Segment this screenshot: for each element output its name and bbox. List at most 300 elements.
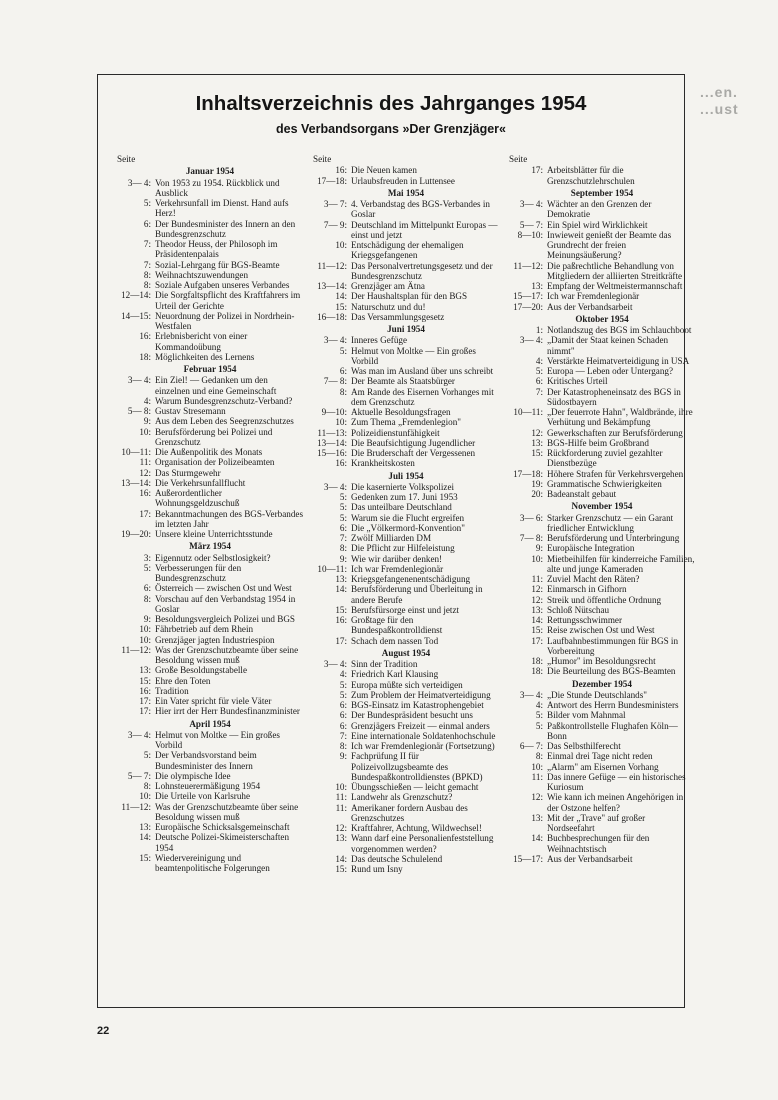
- entry-title: Europäische Schicksalsgemeinschaft: [155, 822, 290, 832]
- entry-title: Rund um Isny: [351, 864, 403, 874]
- month-heading: Juli 1954: [388, 470, 424, 481]
- entry-title: Der Bundesminister des Innern an den Bundesgrenzschutz: [155, 218, 296, 239]
- toc-entry: [313, 700, 499, 710]
- toc-entry: [509, 325, 695, 335]
- entry-pages: 16:: [139, 685, 151, 696]
- entry-pages: 14:: [531, 615, 543, 625]
- toc-entry: [313, 407, 499, 417]
- entry-title: Eigennutz oder Selbstlosigkeit?: [155, 552, 271, 563]
- entry-title: Unsere kleine Unterrichtsstunde: [155, 529, 273, 539]
- toc-entry: [117, 686, 303, 696]
- toc-entry: [117, 645, 303, 666]
- entry-pages: 10:: [531, 553, 543, 564]
- toc-entry: [313, 659, 499, 669]
- entry-pages: 11:: [335, 802, 347, 813]
- toc-entry: [509, 574, 695, 584]
- entry-pages: 3— 4:: [127, 375, 151, 386]
- entry-pages: 12:: [335, 823, 347, 833]
- entry-title: Gustav Stresemann: [155, 406, 226, 416]
- toc-entry: [509, 376, 695, 386]
- entry-title: Das Sturmgewehr: [155, 467, 221, 478]
- entry-title: Aus dem Leben des Seegrenzschutzes: [155, 416, 294, 427]
- entry-title: Zwölf Milliarden DM: [351, 533, 432, 543]
- entry-pages: 7:: [535, 386, 543, 397]
- entry-title: Gewerkschaften zur Berufsförderung: [547, 427, 683, 438]
- toc-entry: [117, 553, 303, 563]
- toc-entry: [313, 448, 499, 458]
- month-heading: Januar 1954: [185, 166, 235, 177]
- entry-pages: 4:: [143, 395, 151, 406]
- entry-title: Deutsche Polizei-Skimeisterschaften 1954: [155, 832, 290, 853]
- page-title: Inhaltsverzeichnis des Jahrganges 1954: [195, 92, 587, 115]
- entry-title: Großtage für den Bundespaßkontrolldienst: [351, 615, 443, 636]
- entry-pages: 16:: [335, 615, 347, 625]
- toc-entry: [117, 563, 303, 584]
- entry-pages: 15:: [531, 448, 543, 458]
- entry-pages: 5— 7:: [519, 219, 543, 230]
- entry-pages: 7:: [339, 533, 347, 543]
- entry-pages: 5— 8:: [127, 406, 151, 416]
- entry-pages: 9:: [535, 543, 543, 554]
- toc-entry: [117, 529, 303, 539]
- toc-entry: [509, 291, 695, 301]
- entry-title: Helmut von Moltke — Ein großes Vorbild: [155, 729, 280, 750]
- entry-title: Aus der Verbandsarbeit: [547, 853, 633, 864]
- toc-entry: [509, 636, 695, 657]
- toc-entry: [313, 428, 499, 438]
- entry-title: Wann darf eine Personalienfeststellung vorgenommen werden?: [351, 833, 494, 854]
- entry-pages: 12:: [139, 467, 151, 478]
- entry-title: Die Bruderschaft der Vergessenen: [351, 448, 476, 458]
- entry-title: 4. Verbandstag des BGS-Verbandes in Goslar: [351, 199, 490, 220]
- entry-title: Übungsschießen — leicht gemacht: [351, 782, 479, 792]
- toc-entry: [509, 625, 695, 635]
- entry-title: Der Haushaltsplan für den BGS: [351, 291, 468, 302]
- entry-pages: 5:: [535, 720, 543, 731]
- toc-entry: [313, 669, 499, 679]
- entry-title: Zum Problem der Heimatverteidigung: [351, 689, 491, 700]
- entry-pages: 13—14:: [317, 437, 347, 448]
- entry-title: Das Versammlungsgesetz: [351, 311, 445, 322]
- entry-title: Lohnsteuerermäßigung 1954: [155, 781, 261, 791]
- entry-title: Das deutsche Schulelend: [351, 853, 443, 864]
- page-number: 22: [97, 1025, 110, 1037]
- toc-entry: [117, 447, 303, 457]
- entry-pages: 19—20:: [121, 529, 151, 539]
- entry-title: „Die Stunde Deutschlands": [547, 689, 648, 700]
- entry-title: Einmal drei Tage nicht reden: [547, 751, 653, 762]
- entry-pages: 17:: [531, 165, 543, 176]
- entry-pages: 6:: [339, 720, 347, 731]
- seite-label: Seite: [117, 154, 136, 164]
- entry-pages: 6:: [339, 700, 347, 710]
- entry-pages: 8:: [339, 741, 347, 751]
- entry-title: Sinn der Tradition: [351, 659, 418, 669]
- toc-entry: [313, 731, 499, 741]
- entry-pages: 10—11:: [121, 447, 151, 457]
- entry-pages: 5:: [339, 689, 347, 700]
- entry-title: „Alarm" am Eisernen Vorhang: [547, 761, 659, 772]
- month-heading: Mai 1954: [387, 187, 425, 198]
- entry-pages: 18:: [139, 351, 151, 362]
- entry-pages: 9:: [143, 416, 151, 427]
- entry-pages: 3— 7:: [323, 199, 347, 209]
- entry-pages: 17—18:: [513, 468, 543, 479]
- entry-pages: 15:: [139, 852, 151, 863]
- entry-pages: 12:: [531, 792, 543, 803]
- entry-title: Warum sie die Flucht ergreifen: [351, 512, 465, 523]
- seite-label: Seite: [509, 154, 528, 164]
- toc-entry: [117, 198, 303, 219]
- entry-title: Eine internationale Soldatenhochschule: [351, 730, 496, 741]
- entry-pages: 7— 8:: [323, 376, 347, 387]
- entry-pages: 11:: [139, 457, 151, 468]
- entry-title: Der Katastropheneinsatz des BGS in Südostbayern: [547, 386, 681, 407]
- entry-title: Die Beurteilung des BGS-Beamten: [547, 666, 676, 677]
- entry-pages: 4:: [339, 669, 347, 680]
- toc-entry: [313, 803, 499, 824]
- toc-entry: [313, 584, 499, 605]
- toc-entry: [313, 636, 499, 646]
- entry-pages: 7:: [143, 239, 151, 249]
- entry-pages: 16:: [335, 458, 347, 469]
- entry-title: Fährbetrieb auf dem Rhein: [155, 624, 254, 635]
- toc-entry: [313, 366, 499, 376]
- entry-pages: 3— 4:: [519, 335, 543, 346]
- entry-title: Berufsförderung und Unterbringung: [547, 533, 680, 543]
- entry-pages: 15:: [335, 301, 347, 312]
- toc-entry: [117, 290, 303, 311]
- entry-pages: 15:: [531, 625, 543, 636]
- toc-entry: [117, 478, 303, 488]
- entry-pages: 8:: [143, 781, 151, 791]
- entry-pages: 20:: [531, 489, 543, 499]
- entry-pages: 6— 7:: [519, 741, 543, 751]
- toc-entry: [117, 730, 303, 751]
- toc-entry: [313, 176, 499, 186]
- entry-title: Schach dem nassen Tod: [351, 635, 439, 646]
- entry-pages: 13:: [139, 822, 151, 832]
- entry-title: Kritisches Urteil: [547, 376, 608, 387]
- entry-title: Antwort des Herrn Bundesministers: [547, 700, 679, 710]
- month-heading: April 1954: [189, 718, 231, 729]
- toc-entry: [313, 574, 499, 584]
- entry-title: Krankheitskosten: [351, 458, 415, 469]
- toc-entry: [509, 448, 695, 469]
- entry-title: Weihnachtszuwendungen: [155, 269, 249, 280]
- entry-pages: 11—12:: [121, 801, 151, 812]
- toc-entry: [509, 513, 695, 534]
- entry-pages: 7— 8:: [519, 533, 543, 543]
- entry-pages: 3— 4:: [127, 177, 151, 188]
- entry-pages: 10:: [139, 791, 151, 802]
- entry-title: Die olympische Idee: [155, 770, 231, 781]
- entry-title: Was der Grenzschutzbeamte über seine Besoldung wissen muß: [155, 644, 299, 665]
- entry-pages: 3— 4:: [323, 335, 347, 346]
- toc-entry: [313, 302, 499, 312]
- entry-pages: 9—10:: [321, 407, 347, 417]
- entry-title: Grammatische Schwierigkeiten: [547, 478, 662, 489]
- entry-title: Zum Thema „Fremdenlegion": [351, 417, 461, 428]
- toc-entry: [509, 700, 695, 710]
- entry-title: Streik und öffentliche Ordnung: [547, 594, 662, 605]
- entry-pages: 14—15:: [121, 310, 151, 321]
- toc-column-1: [117, 154, 303, 873]
- entry-title: Soziale Aufgaben unseres Verbandes: [155, 280, 290, 290]
- entry-pages: 9:: [339, 553, 347, 564]
- entry-title: Rückforderung zuviel gezahlter Dienstbezüge: [547, 448, 663, 469]
- entry-pages: 13:: [335, 833, 347, 844]
- entry-pages: 12—14:: [121, 290, 151, 301]
- entry-title: Hier irrt der Herr Bundesfinanzminister: [155, 706, 300, 717]
- entry-title: BGS-Hilfe beim Großbrand: [547, 437, 649, 448]
- toc-entry: [117, 594, 303, 615]
- entry-title: Die Pflicht zur Hilfeleistung: [351, 543, 455, 554]
- entry-pages: 13:: [139, 665, 151, 676]
- entry-title: Kraftfahrer, Achtung, Wildwechsel!: [351, 823, 482, 833]
- entry-pages: 18:: [531, 656, 543, 666]
- entry-title: Bekanntmachungen des BGS-Verbandes im letzten Jahr: [155, 508, 303, 529]
- entry-pages: 5:: [339, 492, 347, 502]
- entry-pages: 3— 4:: [127, 729, 151, 740]
- entry-pages: 3— 4:: [323, 659, 347, 669]
- entry-pages: 10:: [335, 782, 347, 792]
- entry-pages: 6:: [535, 376, 543, 387]
- entry-title: Ein Ziel! — Gedanken um den einzelnen und eine Gemeinschaft: [155, 375, 277, 396]
- toc-entry: [117, 457, 303, 467]
- bleed-through-text: ...en. ...ust: [700, 84, 739, 117]
- toc-entry: [313, 680, 499, 690]
- toc-entry: [117, 270, 303, 280]
- entry-title: Verkehrsunfall im Dienst. Hand aufs Herz!: [155, 198, 289, 219]
- entry-title: Die kasernierte Volkspolizei: [351, 481, 455, 492]
- entry-pages: 6:: [339, 710, 347, 721]
- entry-title: Zuviel Macht den Räten?: [547, 574, 640, 584]
- month-heading: Juni 1954: [387, 324, 425, 334]
- entry-pages: 11:: [531, 574, 543, 584]
- entry-title: Sozial-Lehrgang für BGS-Beamte: [155, 259, 280, 270]
- toc-entry: [117, 311, 303, 332]
- entry-title: Am Rande des Eisernen Vorhanges mit dem Grenzschutz: [351, 386, 494, 407]
- toc-entry: [509, 710, 695, 720]
- toc-entry: [509, 615, 695, 625]
- toc-entry: [509, 356, 695, 366]
- entry-pages: 8:: [143, 280, 151, 290]
- toc-entry: [509, 261, 695, 282]
- toc-entry: [313, 220, 499, 241]
- entry-pages: 16:: [139, 331, 151, 342]
- entry-title: Höhere Strafen für Verkehrsvergehen: [547, 468, 684, 479]
- entry-title: Die paßrechtliche Behandlung von Mitgliedern der alliierten Streitkräfte: [547, 260, 683, 281]
- entry-pages: 19:: [531, 478, 543, 489]
- toc-entry: [313, 261, 499, 282]
- entry-title: Urlaubsfreuden in Luttensee: [351, 175, 455, 186]
- entry-title: Paßkontrollstelle Flughafen Köln—Bonn: [547, 720, 678, 741]
- toc-entry: [117, 352, 303, 362]
- toc-entry: [313, 523, 499, 533]
- toc-entry: [117, 781, 303, 791]
- entry-title: Außerordentlicher Wohnungsgeldzuschuß: [155, 488, 240, 509]
- entry-title: Das unteilbare Deutschland: [351, 502, 452, 513]
- entry-title: Europa müßte sich verteidigen: [351, 679, 463, 690]
- entry-title: Das Selbsthilferecht: [547, 741, 621, 751]
- toc-entry: [313, 281, 499, 291]
- toc-entry: [509, 479, 695, 489]
- entry-title: Wie kann ich meinen Angehörigen in der Ostzone helfen?: [547, 792, 684, 813]
- toc-entry: [509, 813, 695, 834]
- toc-entry: [509, 543, 695, 553]
- entry-pages: 5:: [143, 750, 151, 761]
- entry-pages: 7— 9:: [323, 219, 347, 230]
- entry-title: Organisation der Polizeibeamten: [155, 457, 275, 468]
- entry-pages: 8:: [339, 386, 347, 397]
- toc-column-2: [313, 154, 499, 874]
- entry-pages: 11—12:: [121, 644, 151, 655]
- entry-title: Rettungsschwimmer: [547, 615, 623, 625]
- entry-pages: 5:: [339, 679, 347, 690]
- month-heading: August 1954: [381, 647, 431, 658]
- toc-entry: [313, 741, 499, 751]
- entry-pages: 5:: [535, 710, 543, 721]
- toc-entry: [509, 469, 695, 479]
- toc-entry: [117, 802, 303, 823]
- toc-entry: [117, 614, 303, 624]
- toc-entry: [509, 721, 695, 742]
- toc-entry: [313, 291, 499, 301]
- entry-pages: 3— 4:: [323, 481, 347, 492]
- entry-title: Amerikaner fordern Ausbau des Grenzschutzes: [351, 802, 468, 823]
- entry-title: BGS-Einsatz im Katastrophengebiet: [351, 700, 484, 710]
- toc-entry: [313, 782, 499, 792]
- toc-entry: [509, 366, 695, 376]
- entry-pages: 9:: [339, 751, 347, 762]
- entry-title: Vorschau auf den Verbandstag 1954 in Goslar: [155, 593, 296, 614]
- entry-pages: 17—18:: [317, 175, 347, 186]
- entry-pages: 6:: [143, 218, 151, 229]
- toc-entry: [313, 751, 499, 782]
- toc-entry: [117, 427, 303, 448]
- entry-pages: 12:: [531, 427, 543, 438]
- toc-entry: [509, 438, 695, 448]
- toc-entry: [313, 502, 499, 512]
- entry-pages: 8—10:: [517, 229, 543, 240]
- entry-pages: 8:: [143, 593, 151, 604]
- month-heading: Oktober 1954: [575, 313, 629, 324]
- entry-title: Bilder vom Mahnmal: [547, 710, 626, 721]
- entry-title: Der Bundespräsident besucht uns: [351, 710, 473, 721]
- entry-title: Ehre den Toten: [155, 675, 211, 686]
- entry-pages: 5:: [339, 502, 347, 513]
- entry-pages: 1:: [535, 325, 543, 335]
- toc-entry: [117, 468, 303, 478]
- entry-title: Naturschutz und du!: [351, 301, 426, 312]
- entry-pages: 13:: [335, 574, 347, 584]
- entry-title: Friedrich Karl Klausing: [351, 669, 439, 680]
- entry-pages: 5:: [339, 345, 347, 356]
- toc-entry: [509, 165, 695, 186]
- entry-title: Wächter an den Grenzen der Demokratie: [547, 199, 652, 220]
- entry-title: Schloß Nütschau: [547, 604, 610, 615]
- entry-title: „Damit der Staat keinen Schaden nimmt": [547, 335, 669, 356]
- toc-entry: [509, 199, 695, 220]
- entry-pages: 18:: [531, 666, 543, 677]
- toc-entry: [117, 624, 303, 634]
- entry-pages: 17—20:: [513, 301, 543, 312]
- toc-entry: [117, 280, 303, 290]
- toc-entry: [313, 864, 499, 874]
- toc-entry: [117, 676, 303, 686]
- entry-pages: 10—11:: [513, 407, 543, 417]
- entry-title: Reise zwischen Ost und West: [547, 625, 655, 636]
- entry-pages: 17:: [139, 508, 151, 519]
- entry-pages: 13:: [531, 604, 543, 615]
- toc-entry: [313, 240, 499, 261]
- entry-title: Ich war Fremdenlegionär: [547, 291, 640, 302]
- entry-pages: 4:: [535, 700, 543, 710]
- entry-title: Mit der „Trave" auf großer Nordseefahrt: [547, 812, 646, 833]
- toc-entry: [509, 230, 695, 261]
- entry-title: Ich war Fremdenlegionär: [351, 563, 444, 574]
- entry-title: Theodor Heuss, der Philosoph im Präsidentenpalais: [155, 239, 278, 260]
- toc-entry: [509, 854, 695, 864]
- entry-title: Aktuelle Besoldungsfragen: [351, 407, 451, 417]
- toc-entry: [509, 335, 695, 356]
- entry-title: Buchbesprechungen für den Weihnachtstisch: [547, 833, 650, 854]
- toc-entry: [117, 822, 303, 832]
- entry-pages: 11—12:: [513, 260, 543, 271]
- entry-pages: 16:: [335, 165, 347, 176]
- toc-entry: [117, 406, 303, 416]
- toc-entry: [509, 833, 695, 854]
- entry-pages: 15:: [335, 864, 347, 874]
- entry-title: Möglichkeiten des Lernens: [155, 351, 255, 362]
- entry-title: Kriegsgefangenenentschädigung: [351, 574, 471, 584]
- toc-entry: [313, 854, 499, 864]
- toc-entry: [509, 595, 695, 605]
- entry-pages: 5— 7:: [127, 770, 151, 781]
- entry-pages: 15—16:: [317, 448, 347, 458]
- entry-title: Das Personalvertretungsgesetz und der Bundesgrenzschutz: [351, 260, 493, 281]
- entry-pages: 11—13:: [317, 427, 347, 438]
- toc-entry: [313, 513, 499, 523]
- toc-entry: [509, 220, 695, 230]
- entry-title: Mietbeihilfen für kinderreiche Familien, alte und junge Kameraden: [547, 553, 695, 574]
- toc-entry: [509, 281, 695, 291]
- entry-title: Berufsfürsorge einst und jetzt: [351, 604, 460, 615]
- entry-title: Grenzjägers Freizeit — einmal anders: [351, 720, 490, 731]
- entry-title: Badeanstalt gebaut: [547, 489, 617, 499]
- entry-pages: 10:: [335, 240, 347, 250]
- entry-pages: 7:: [339, 730, 347, 741]
- entry-pages: 13:: [531, 281, 543, 291]
- toc-entry: [117, 260, 303, 270]
- entry-pages: 8:: [143, 269, 151, 280]
- entry-title: Deutschland im Mittelpunkt Europas — einst und jetzt: [351, 219, 498, 240]
- entry-pages: 3— 6:: [519, 512, 543, 523]
- entry-title: Tradition: [155, 685, 189, 696]
- toc-entry: [313, 690, 499, 700]
- toc-entry: [117, 239, 303, 260]
- entry-title: Die Sorgfaltspflicht des Kraftfahrers im Urteil der Gerichte: [155, 290, 301, 311]
- toc-entry: [509, 407, 695, 428]
- toc-entry: [313, 458, 499, 468]
- entry-pages: 5:: [535, 366, 543, 376]
- month-heading: September 1954: [570, 187, 634, 198]
- toc-entry: [313, 615, 499, 636]
- toc-entry: [117, 219, 303, 240]
- entry-title: Große Besoldungstabelle: [155, 665, 247, 676]
- toc-entry: [117, 665, 303, 675]
